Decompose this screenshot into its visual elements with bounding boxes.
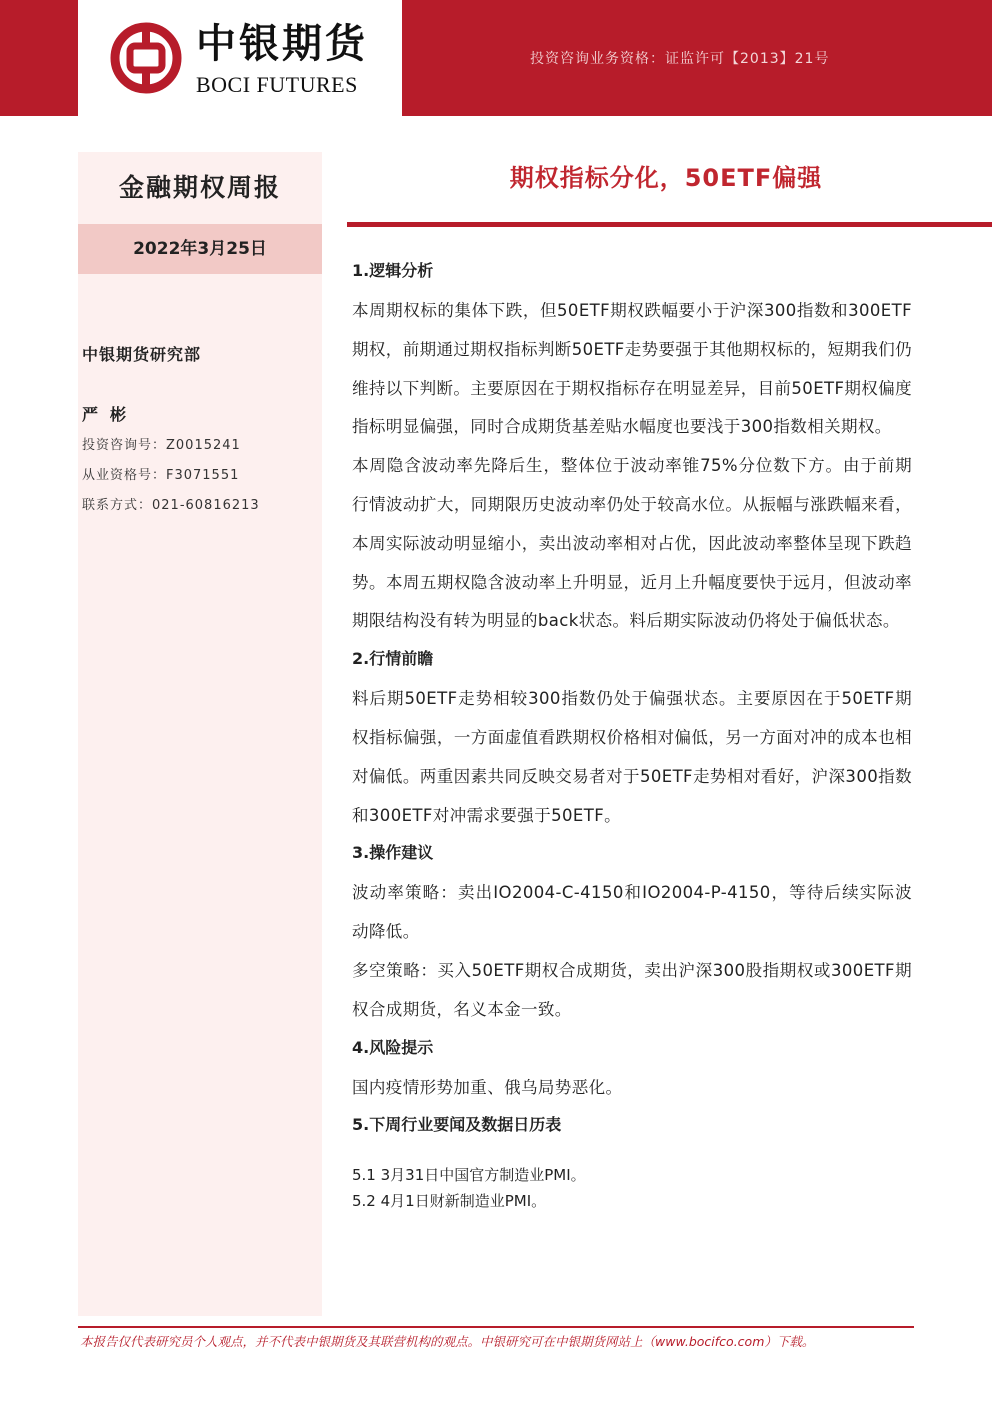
paragraph: 本周隐含波动率先降后生，整体位于波动率锥75%分位数下方。由于前期行情波动扩大，同期限历史波动率仍处于较高水位。从振幅与涨跌幅来看，本周实际波动明显缩小，卖出波动率相对占优，因此波动率整体呈现下跌趋势。本周五期权隐含波动率上升明显，近月上升幅度要快于远月，但波动率期限结构没有转为明显的back状态。料后期实际波动仍将处于偏低状态。 bbox=[352, 456, 912, 631]
company-name-en: BOCI FUTURES bbox=[196, 72, 358, 97]
paragraph: 国内疫情形势加重、俄乌局势恶化。 bbox=[352, 1077, 623, 1097]
analyst-name: 严彬 bbox=[82, 405, 139, 424]
boci-logo-icon bbox=[110, 22, 182, 94]
report-date: 2022年3月25日 bbox=[78, 224, 322, 274]
section-heading: 2.行情前瞻 bbox=[352, 649, 434, 669]
paragraph: 本周期权标的集体下跌，但50ETF期权跌幅要小于沪深300指数和300ETF期权，前期通过期权指标判断50ETF走势要强于其他期权标的，短期我们仍维持以下判断。主要原因在于期权指标存在明显差异，目前50ETF期权偏度指标明显偏强，同时合成期货基差贴水幅度也要浅于300指数相关期权。 bbox=[352, 301, 912, 437]
section-heading: 3.操作建议 bbox=[352, 843, 434, 863]
footer-divider bbox=[78, 1326, 914, 1328]
report-body bbox=[352, 253, 912, 1214]
section-heading: 4.风险提示 bbox=[352, 1037, 434, 1057]
header-band-left bbox=[0, 0, 78, 116]
report-type: 金融期权周报 bbox=[118, 173, 281, 202]
disclaimer: 本报告仅代表研究员个人观点，并不代表中银期货及其联营机构的观点。中银研究可在中银期货网站上（www.bocifco.com）下载。 bbox=[80, 1334, 815, 1349]
contact-phone: 联系方式：021-60816213 bbox=[82, 498, 260, 513]
sidebar bbox=[78, 152, 322, 1316]
license-text: 投资咨询业务资格：证监许可【2013】21号 bbox=[530, 51, 830, 67]
calendar-item: 5.1 3月31日中国官方制造业PMI。 bbox=[352, 1166, 586, 1185]
title-divider bbox=[347, 222, 992, 227]
advisor-number: 投资咨询号：Z0015241 bbox=[82, 438, 241, 453]
document-title: 期权指标分化，50ETF偏强 bbox=[509, 164, 823, 192]
calendar-item: 5.2 4月1日财新制造业PMI。 bbox=[352, 1192, 547, 1211]
qualification-number: 从业资格号：F3071551 bbox=[82, 468, 240, 483]
header-logo-area bbox=[78, 0, 402, 116]
paragraph: 料后期50ETF走势相较300指数仍处于偏强状态。主要原因在于50ETF期权指标偏强，一方面虚值看跌期权价格相对偏低，另一方面对冲的成本也相对偏低。两重因素共同反映交易者对于50ETF走势相对看好，沪深300指数和300ETF对冲需求要强于50ETF。 bbox=[352, 689, 912, 825]
company-name-cn: 中银期货 bbox=[196, 21, 368, 67]
paragraph: 波动率策略：卖出IO2004-C-4150和IO2004-P-4150，等待后续实际波动降低。 bbox=[352, 883, 912, 942]
department: 中银期货研究部 bbox=[82, 345, 202, 364]
paragraph: 多空策略：买入50ETF期权合成期货，卖出沪深300股指期权或300ETF期权合成期货，名义本金一致。 bbox=[352, 960, 912, 1019]
section-heading: 1.逻辑分析 bbox=[352, 261, 434, 280]
section-heading: 5.下周行业要闻及数据日历表 bbox=[352, 1115, 562, 1135]
